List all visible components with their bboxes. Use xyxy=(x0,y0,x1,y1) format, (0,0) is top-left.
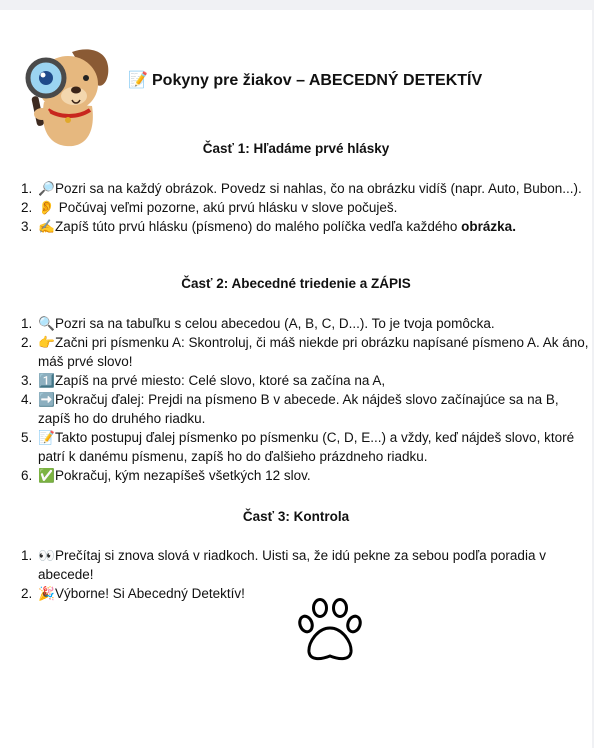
section-3-list xyxy=(22,546,594,603)
list-item: 2. 🎉Výborne! Si Abecedný Detektív! xyxy=(36,584,594,603)
section-1-list xyxy=(22,179,594,236)
list-item: 1. 🔎Pozri sa na každý obrázok. Povedz si nahlas, čo na obrázku vidíš (napr. Auto, Bubon...). xyxy=(36,179,594,198)
list-item: 4. ➡️Pokračuj ďalej: Prejdi na písmeno B v abecede. Ak nájdeš slovo začínajúce sa na B, zapíš ho do druhého riadku. xyxy=(36,390,594,428)
magnifier-icon: 🔎 xyxy=(38,181,55,196)
check-mark-icon: ✅ xyxy=(38,468,55,483)
party-popper-icon: 🎉 xyxy=(38,586,55,601)
dog-with-magnifier-icon xyxy=(16,40,112,148)
writing-hand-icon: ✍️ xyxy=(38,219,55,234)
list-item: 2. 👉Začni pri písmenku A: Skontroluj, či máš niekde pri obrázku napísané písmeno A. Ak áno, máš prvé slovo! xyxy=(36,333,594,371)
list-item: 6. ✅Pokračuj, kým nezapíšeš všetkých 12 slov. xyxy=(36,466,594,485)
list-item: 3. ✍️Zapíš túto prvú hlásku (písmeno) do malého políčka vedľa každého obrázka. xyxy=(36,217,594,236)
eyes-icon: 👀 xyxy=(38,548,55,563)
keycap-one-icon: 1️⃣ xyxy=(38,373,55,388)
list-item: 5. 📝Takto postupuj ďalej písmenko po písmenku (C, D, E...) a vždy, keď nájdeš slovo, ktoré patrí k danému písmenu, zapíš ho do ďalšieho prázdneho riadku. xyxy=(36,428,594,466)
list-item: 2. 👂 Počúvaj veľmi pozorne, akú prvú hlásku v slove počuješ. xyxy=(36,198,594,217)
page-title-text: Pokyny pre žiakov – ABECEDNÝ DETEKTÍV xyxy=(152,72,483,89)
document-page xyxy=(0,10,592,748)
ear-icon: 👂 xyxy=(38,200,55,215)
list-item: 1. 🔍Pozri sa na tabuľku s celou abecedou (A, B, C, D...). To je tvoja pomôcka. xyxy=(36,314,594,333)
page-title xyxy=(128,70,482,90)
pointing-hand-icon: 👉 xyxy=(38,335,55,350)
memo-icon: 📝 xyxy=(38,430,55,445)
list-item: 1. 👀Prečítaj si znova slová v riadkoch. Uisti sa, že idú pekne za sebou podľa poradia v abecede! xyxy=(36,546,594,584)
section-3-heading: Časť 3: Kontrola xyxy=(242,509,350,524)
section-1-heading: Časť 1: Hľadáme prvé hlásky xyxy=(202,141,390,156)
magnifier-left-icon: 🔍 xyxy=(38,316,55,331)
list-item: 3. 1️⃣Zapíš na prvé miesto: Celé slovo, ktoré sa začína na A, xyxy=(36,371,594,390)
paw-print-icon xyxy=(296,598,364,664)
memo-icon: 📝 xyxy=(128,72,148,89)
right-arrow-icon: ➡️ xyxy=(38,392,55,407)
section-2-heading: Časť 2: Abecedné triedenie a ZÁPIS xyxy=(181,276,411,291)
section-2-list xyxy=(22,314,594,485)
